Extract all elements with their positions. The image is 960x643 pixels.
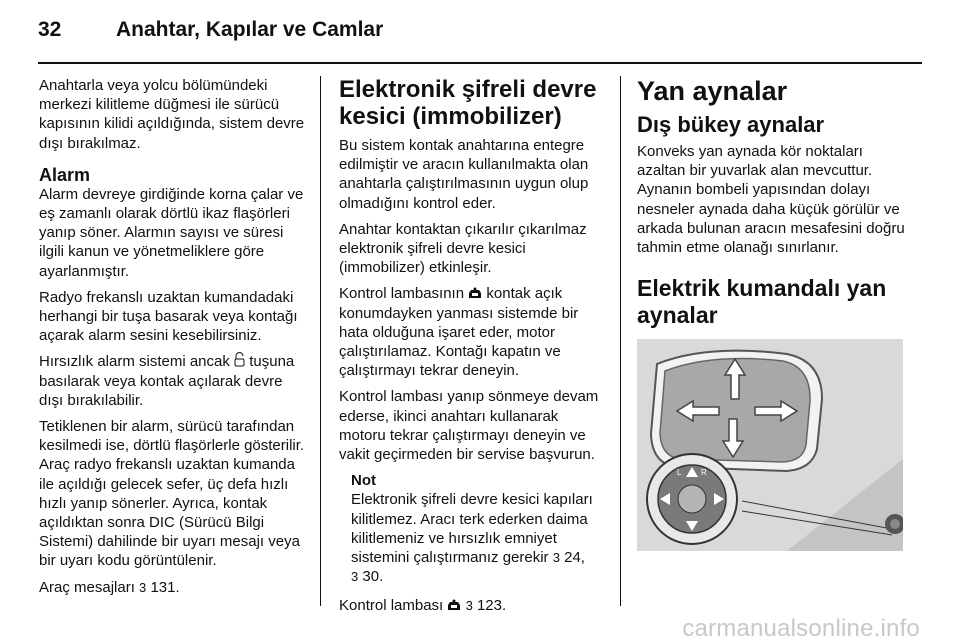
mirror-adjustment-illustration bbox=[637, 339, 903, 551]
paragraph: Tetiklenen bir alarm, sürücü tarafından kesilmedi ise, dörtlü flaşörlerle gösterilir. Araç radyo frekanslı uzaktan kumanda ile açıldığı gelecek sefer, üç defa hızlı hızlı yanıp sönerler. Ayrıca, kontak açıldıktan sonra DIC (Sürücü Bilgi Sistemi) dahilinde bir uyarı mesajı veya bir uyarı kodu görüntülenir. bbox=[39, 418, 305, 570]
paragraph: Alarm devreye girdiğinde korna çalar ve eş zamanlı olarak dörtlü ikaz flaşörleri yanıp söner. Alarmın sayısı ve süresi ilgili kanun ve yönetmeliklere göre ayarlanmıştır. bbox=[39, 185, 304, 280]
svg-text:R: R bbox=[701, 468, 707, 478]
paragraph: Anahtarla veya yolcu bölümündeki merkezi kilitleme düğmesi ile sürücü kapısının kilidi açıldığında, sistem devre dışı bırakılmaz. bbox=[39, 77, 305, 152]
svg-text:L: L bbox=[677, 468, 682, 478]
paragraph: Anahtar kontaktan çıkarılır çıkarılmaz elektronik şifreli devre kesici (immobilizer) etkinleşir. bbox=[339, 220, 587, 277]
page-number: 32 bbox=[38, 18, 62, 41]
paragraph bbox=[339, 284, 605, 380]
section-heading-side-mirrors: Yan aynalar bbox=[637, 76, 788, 106]
reference-arrow-icon: 3 bbox=[351, 569, 359, 585]
text-span: tuşuna basılarak veya kontak açılarak devre dışı bırakılabilir. bbox=[39, 353, 295, 409]
note-text bbox=[351, 490, 605, 586]
watermark: carmanualsonline.info bbox=[682, 615, 920, 642]
paragraph bbox=[339, 596, 605, 615]
header-rule bbox=[38, 62, 922, 64]
page-reference[interactable]: 131. bbox=[150, 578, 180, 596]
unlock-icon bbox=[234, 352, 245, 367]
column-2 bbox=[339, 76, 605, 623]
section-heading-immobilizer: Elektronik şifreli devre kesici (immobilizer) bbox=[339, 76, 597, 130]
note-box bbox=[351, 471, 605, 586]
column-divider bbox=[320, 76, 321, 606]
page-reference[interactable]: 30. bbox=[362, 568, 384, 586]
immobilizer-lamp-icon bbox=[447, 599, 461, 611]
section-heading-alarm: Alarm bbox=[39, 164, 91, 185]
text-span: kontak açık konumdayken yanması sistemde bir hata olduğuna işaret eder, motor çalıştırılamaz. Kontağı kapatın ve çalıştırmayı tekrar deneyin. bbox=[339, 285, 579, 380]
chapter-title: Anahtar, Kapılar ve Camlar bbox=[116, 18, 384, 41]
text-span: Kontrol lambasının bbox=[339, 285, 469, 303]
page-header bbox=[38, 18, 383, 48]
paragraph: Radyo frekanslı uzaktan kumandadaki herhangi bir tuşa basarak veya kontağı açarak alarm sesini kesebilirsiniz. bbox=[39, 288, 298, 345]
text-span: Araç mesajları bbox=[39, 578, 140, 596]
subsection-heading-electric-mirrors: Elektrik kumandalı yan aynalar bbox=[637, 275, 887, 329]
subsection-heading-convex: Dış bükey aynalar bbox=[637, 112, 825, 137]
paragraph: Konveks yan aynada kör noktaları azaltan bir yuvarlak alan mevcuttur. Aynanın bombeli yapısından dolayı nesneler aynada daha küçük görülür ve arkada bulunan aracın mesafesini doğru tahmin etme olanağı sınırlanır. bbox=[637, 143, 905, 257]
page-reference[interactable]: 123. bbox=[476, 597, 507, 615]
column-1 bbox=[39, 76, 305, 604]
reference-arrow-icon: 3 bbox=[465, 598, 473, 614]
text-span: Kontrol lambası bbox=[339, 597, 448, 615]
column-divider bbox=[620, 76, 621, 606]
column-3 bbox=[637, 76, 905, 551]
paragraph: Bu sistem kontak anahtarına entegre edilmiştir ve aracın kullanılmakta olan anahtarla çalıştırılmasının uygun olup olmadığını kontrol eder. bbox=[339, 137, 589, 212]
text-span: Hırsızlık alarm sistemi ancak bbox=[39, 353, 235, 371]
reference-arrow-icon: 3 bbox=[139, 579, 147, 595]
paragraph bbox=[39, 352, 305, 410]
paragraph: Kontrol lambası yanıp sönmeye devam ederse, ikinci anahtarı kullanarak motoru tekrar çalıştırmayı deneyin ve vakit geçirmeden bir servise başvurun. bbox=[339, 388, 599, 464]
paragraph bbox=[39, 578, 305, 597]
text-span: Elektronik şifreli devre kesici kapıları kilitlemez. Aracı terk ederken daima kilitlemeniz ve hırsızlık emniyet sistemini çalıştırmanız gerekir bbox=[351, 491, 593, 567]
page-reference[interactable]: 24, bbox=[564, 549, 585, 567]
reference-arrow-icon: 3 bbox=[552, 550, 560, 566]
note-title: Not bbox=[351, 472, 376, 490]
immobilizer-lamp-icon bbox=[468, 287, 482, 299]
